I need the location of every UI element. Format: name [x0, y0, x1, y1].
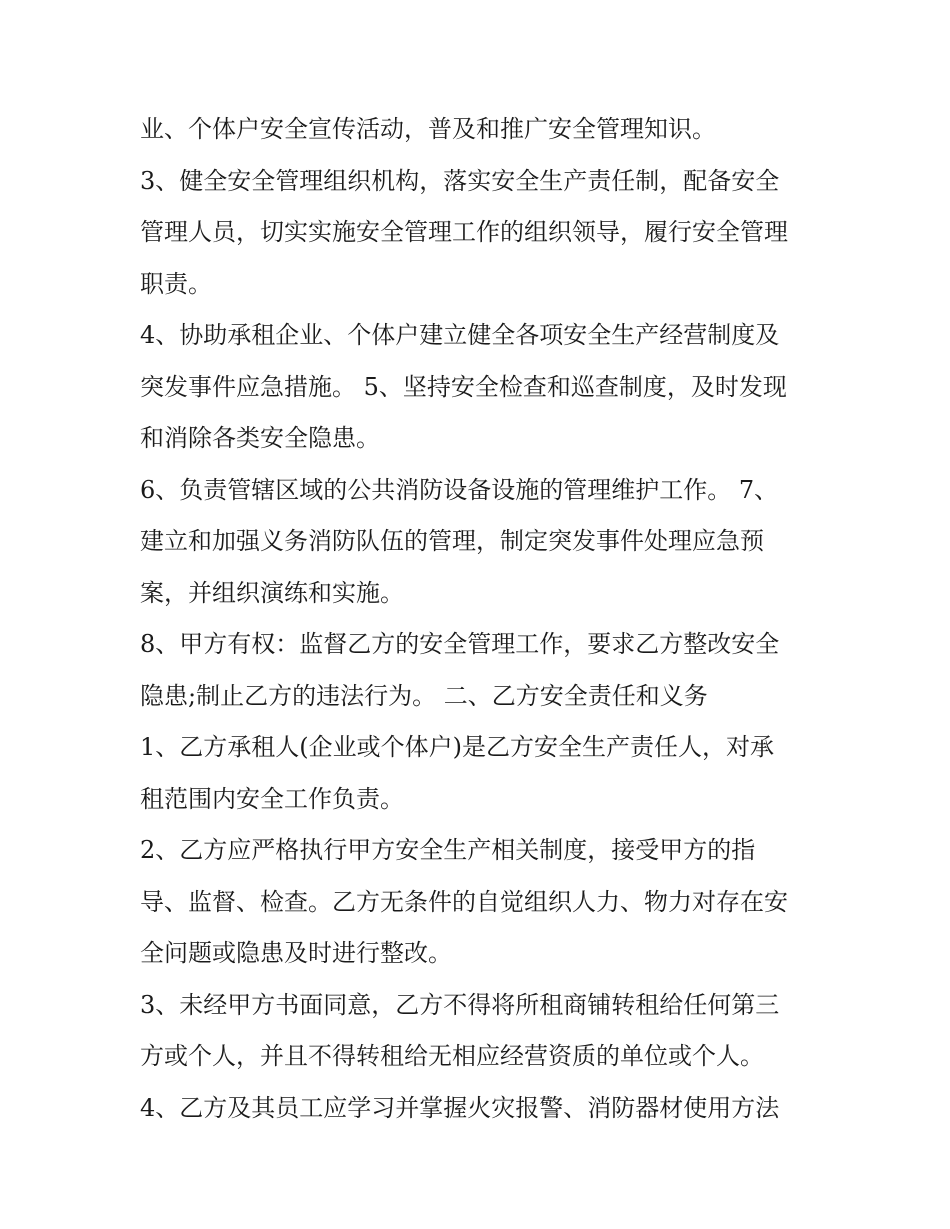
text-line: 3、未经甲方书面同意，乙方不得将所租商铺转租给任何第三	[140, 990, 780, 1019]
text-line: 建立和加强义务消防队伍的管理，制定突发事件处理应急预	[140, 527, 764, 555]
text-line: 4、协助承租企业、个体户建立健全各项安全生产经营制度及	[140, 321, 780, 349]
text-line: 6、负责管辖区域的公共消防设备设施的管理维护工作。 7、	[140, 475, 779, 504]
text-line: 8、甲方有权：监督乙方的安全管理工作，要求乙方整改安全	[140, 630, 780, 658]
text-line: 职责。	[140, 269, 212, 298]
text-line: 3、健全安全管理组织机构，落实安全生产责任制，配备安全	[140, 166, 780, 195]
text-line: 导、监督、检查。乙方无条件的自觉组织人力、物力对存在安	[140, 887, 788, 916]
text-line: 隐患;制止乙方的违法行为。 二、乙方安全责任和义务	[140, 681, 708, 710]
text-line: 案，并组织演练和实施。	[140, 578, 404, 607]
text-line: 和消除各类安全隐患。	[140, 424, 380, 452]
text-line: 1、乙方承租人(企业或个体户)是乙方安全生产责任人，对承	[140, 733, 774, 761]
text-line: 租范围内安全工作负责。	[140, 784, 404, 813]
text-line: 4、乙方及其员工应学习并掌握火灾报警、消防器材使用方法	[140, 1093, 780, 1122]
text-line: 方或个人，并且不得转租给无相应经营资质的单位或个人。	[140, 1042, 764, 1070]
document-body	[140, 104, 820, 1134]
text-line: 全问题或隐患及时进行整改。	[140, 939, 452, 967]
text-line: 业、个体户安全宣传活动，普及和推广安全管理知识。	[140, 115, 716, 143]
text-line: 管理人员，切实实施安全管理工作的组织领导，履行安全管理	[140, 218, 788, 246]
text-line: 2、乙方应严格执行甲方安全生产相关制度，接受甲方的指	[140, 836, 756, 864]
text-line: 突发事件应急措施。 5、坚持安全检查和巡查制度，及时发现	[140, 372, 787, 401]
